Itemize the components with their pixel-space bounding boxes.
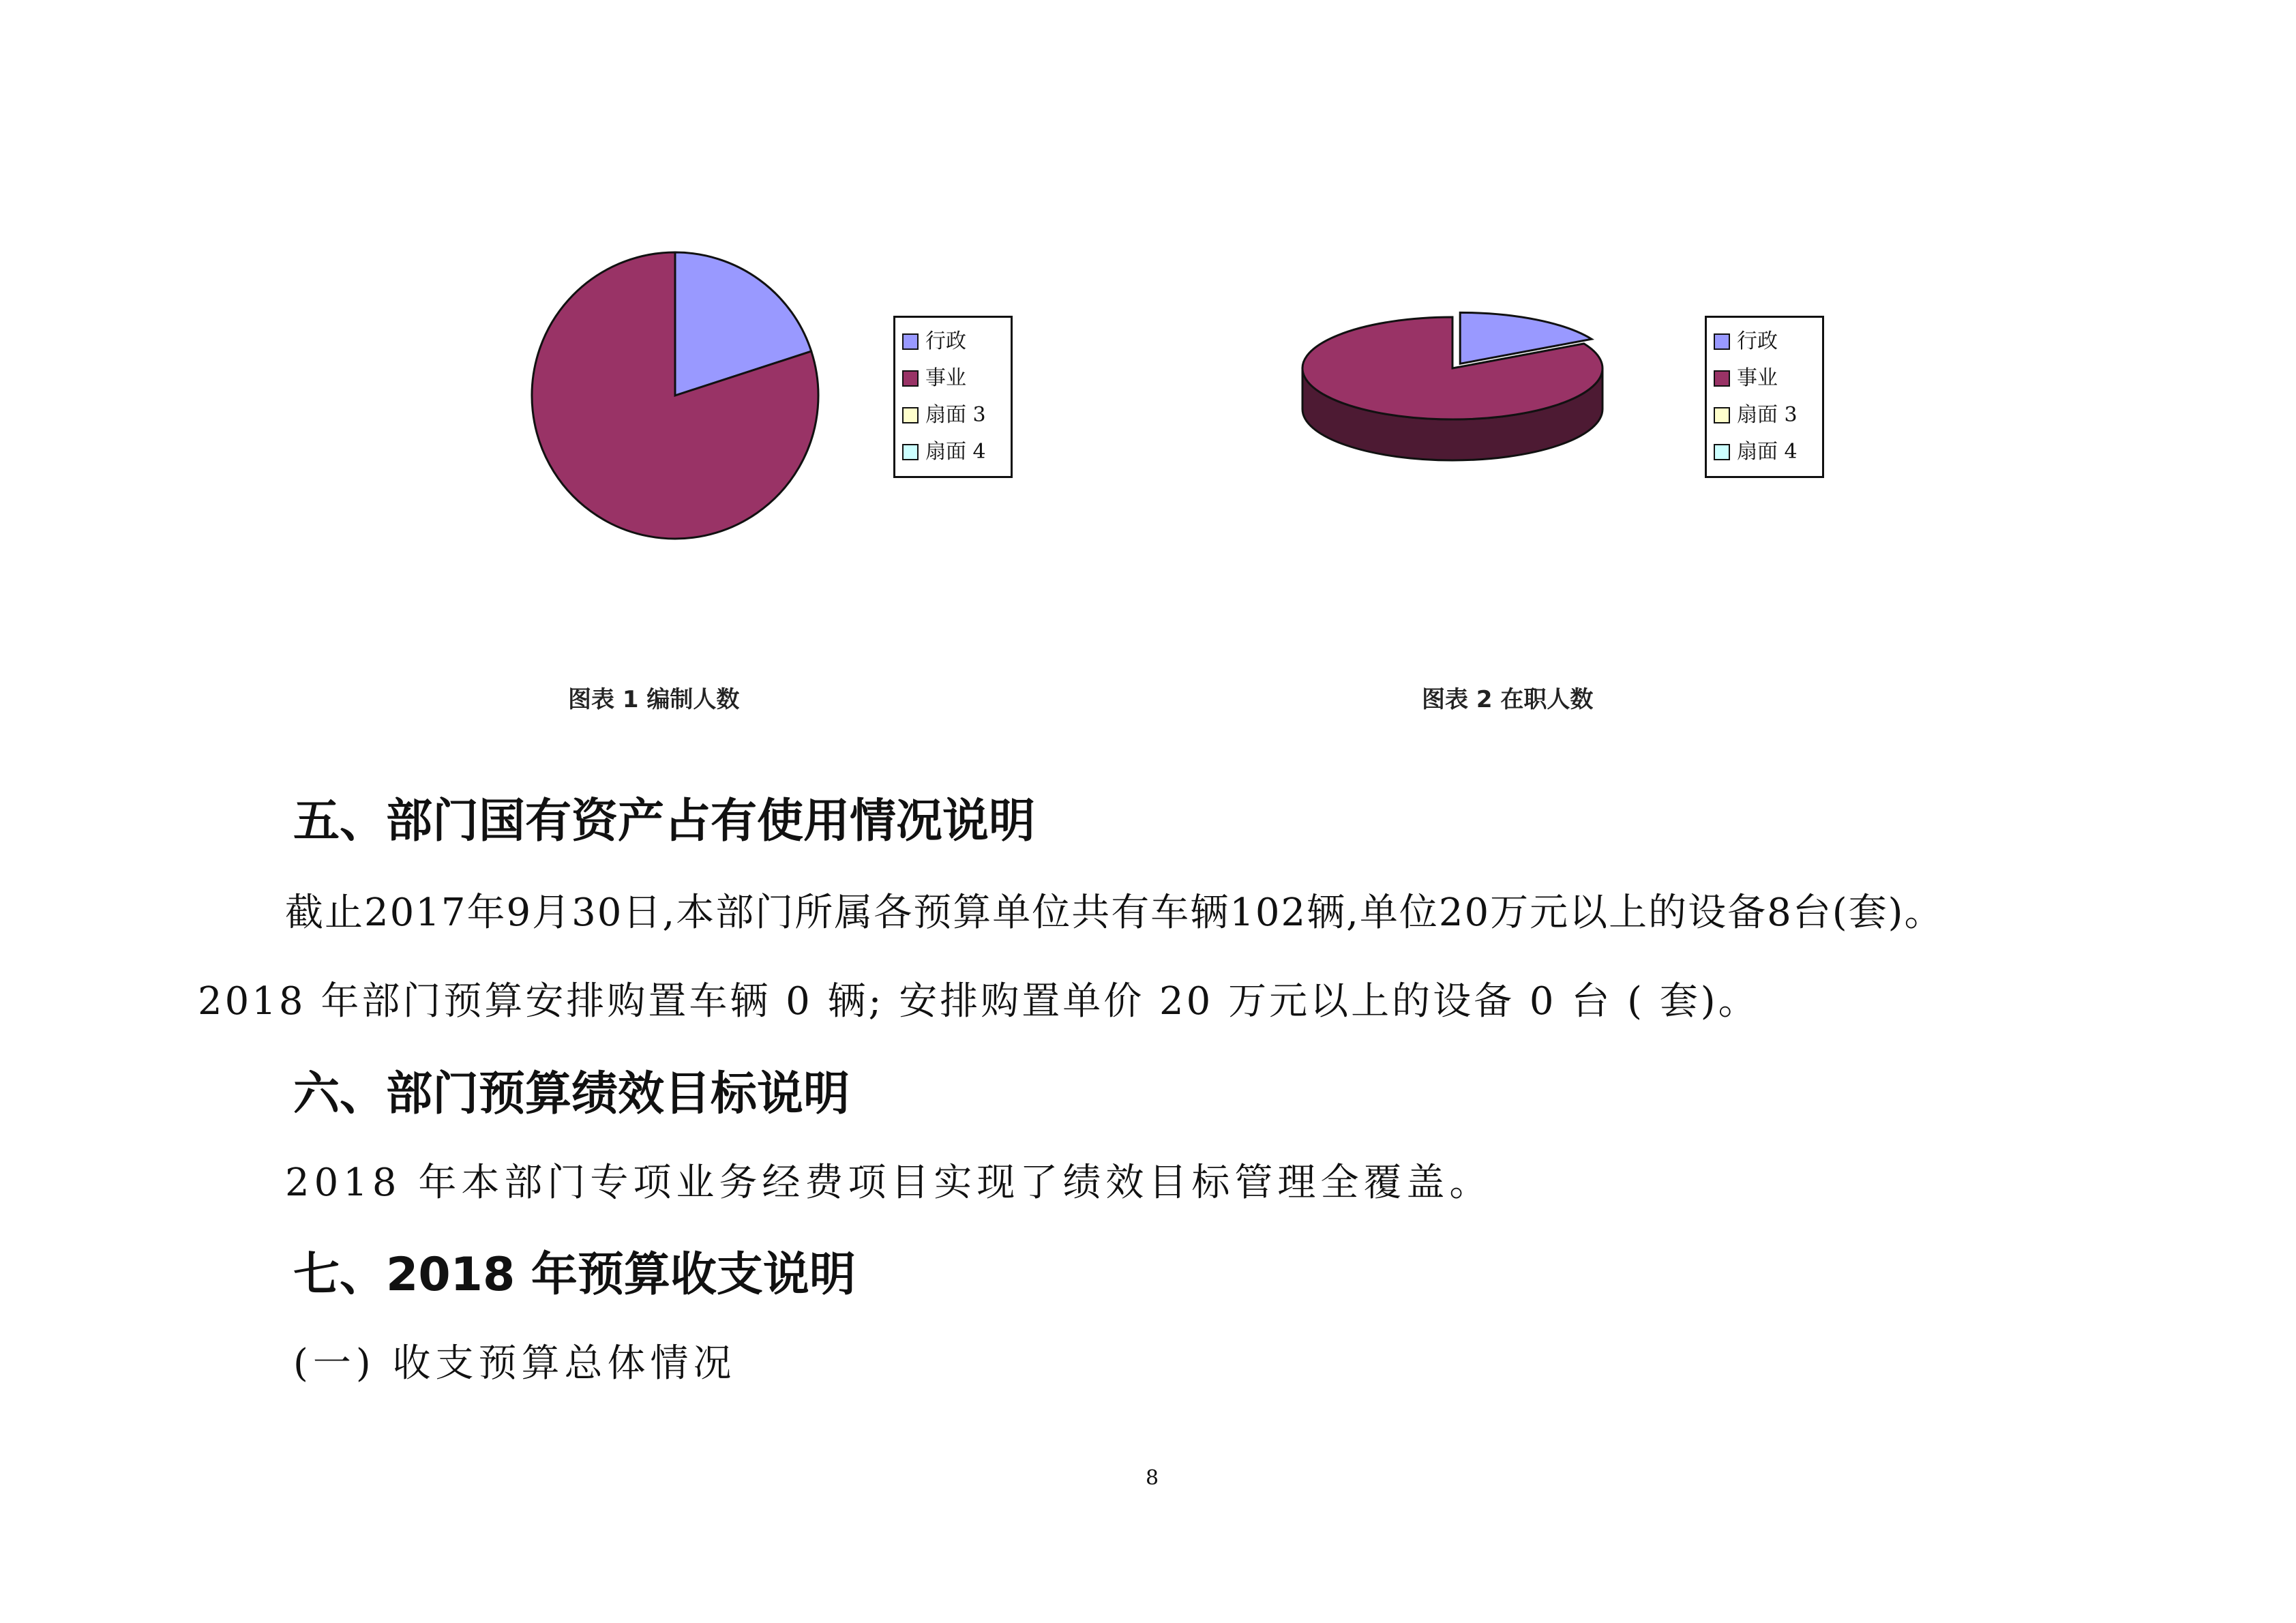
legend-swatch bbox=[902, 444, 919, 460]
section-five-heading: 五、部门国有资产占有使用情况说明 bbox=[293, 794, 1036, 848]
chart-2-caption: 图表 2 在职人数 bbox=[1422, 686, 1594, 713]
legend-item bbox=[902, 397, 1004, 434]
legend-swatch bbox=[1714, 407, 1730, 423]
legend-label: 扇面 3 bbox=[1737, 403, 1798, 427]
chart-1-pie bbox=[505, 232, 846, 559]
legend-label: 事业 bbox=[1737, 366, 1778, 390]
section-seven-heading: 七、2018 年预算收支说明 bbox=[293, 1248, 856, 1302]
legend-item bbox=[1714, 360, 1815, 397]
chart-2-legend bbox=[1705, 316, 1824, 478]
legend-swatch bbox=[902, 407, 919, 423]
legend-item bbox=[1714, 397, 1815, 434]
legend-label: 事业 bbox=[925, 366, 966, 390]
legend-label: 行政 bbox=[925, 329, 966, 353]
legend-label: 扇面 4 bbox=[1737, 440, 1798, 464]
legend-item bbox=[1714, 323, 1815, 360]
chart-2-pie bbox=[1282, 300, 1664, 477]
legend-label: 扇面 4 bbox=[925, 440, 986, 464]
legend-swatch bbox=[902, 333, 919, 350]
legend-swatch bbox=[1714, 444, 1730, 460]
legend-label: 扇面 3 bbox=[925, 403, 986, 427]
legend-item bbox=[902, 323, 1004, 360]
legend-item bbox=[902, 434, 1004, 471]
section-five-paragraph-2: 2018 年部门预算安排购置车辆 0 辆; 安排购置单价 20 万元以上的设备 0 台 ( 套)。 bbox=[198, 979, 1759, 1024]
section-six-heading: 六、部门预算绩效目标说明 bbox=[293, 1067, 850, 1121]
section-seven-subheading: (一) 收支预算总体情况 bbox=[293, 1341, 736, 1386]
chart-1-caption: 图表 1 编制人数 bbox=[568, 686, 740, 713]
legend-item bbox=[902, 360, 1004, 397]
legend-swatch bbox=[1714, 333, 1730, 350]
legend-item bbox=[1714, 434, 1815, 471]
legend-label: 行政 bbox=[1737, 329, 1778, 353]
section-five-paragraph-1: 截止2017年9月30日,本部门所属各预算单位共有车辆102辆,单位20万元以上的设备8台(套)。 bbox=[285, 891, 1944, 935]
page-mark: 8 bbox=[1146, 1466, 1159, 1490]
legend-swatch bbox=[1714, 370, 1730, 387]
legend-swatch bbox=[902, 370, 919, 387]
chart-1-legend bbox=[893, 316, 1013, 478]
section-six-paragraph-1: 2018 年本部门专项业务经费项目实现了绩效目标管理全覆盖。 bbox=[285, 1161, 1493, 1205]
